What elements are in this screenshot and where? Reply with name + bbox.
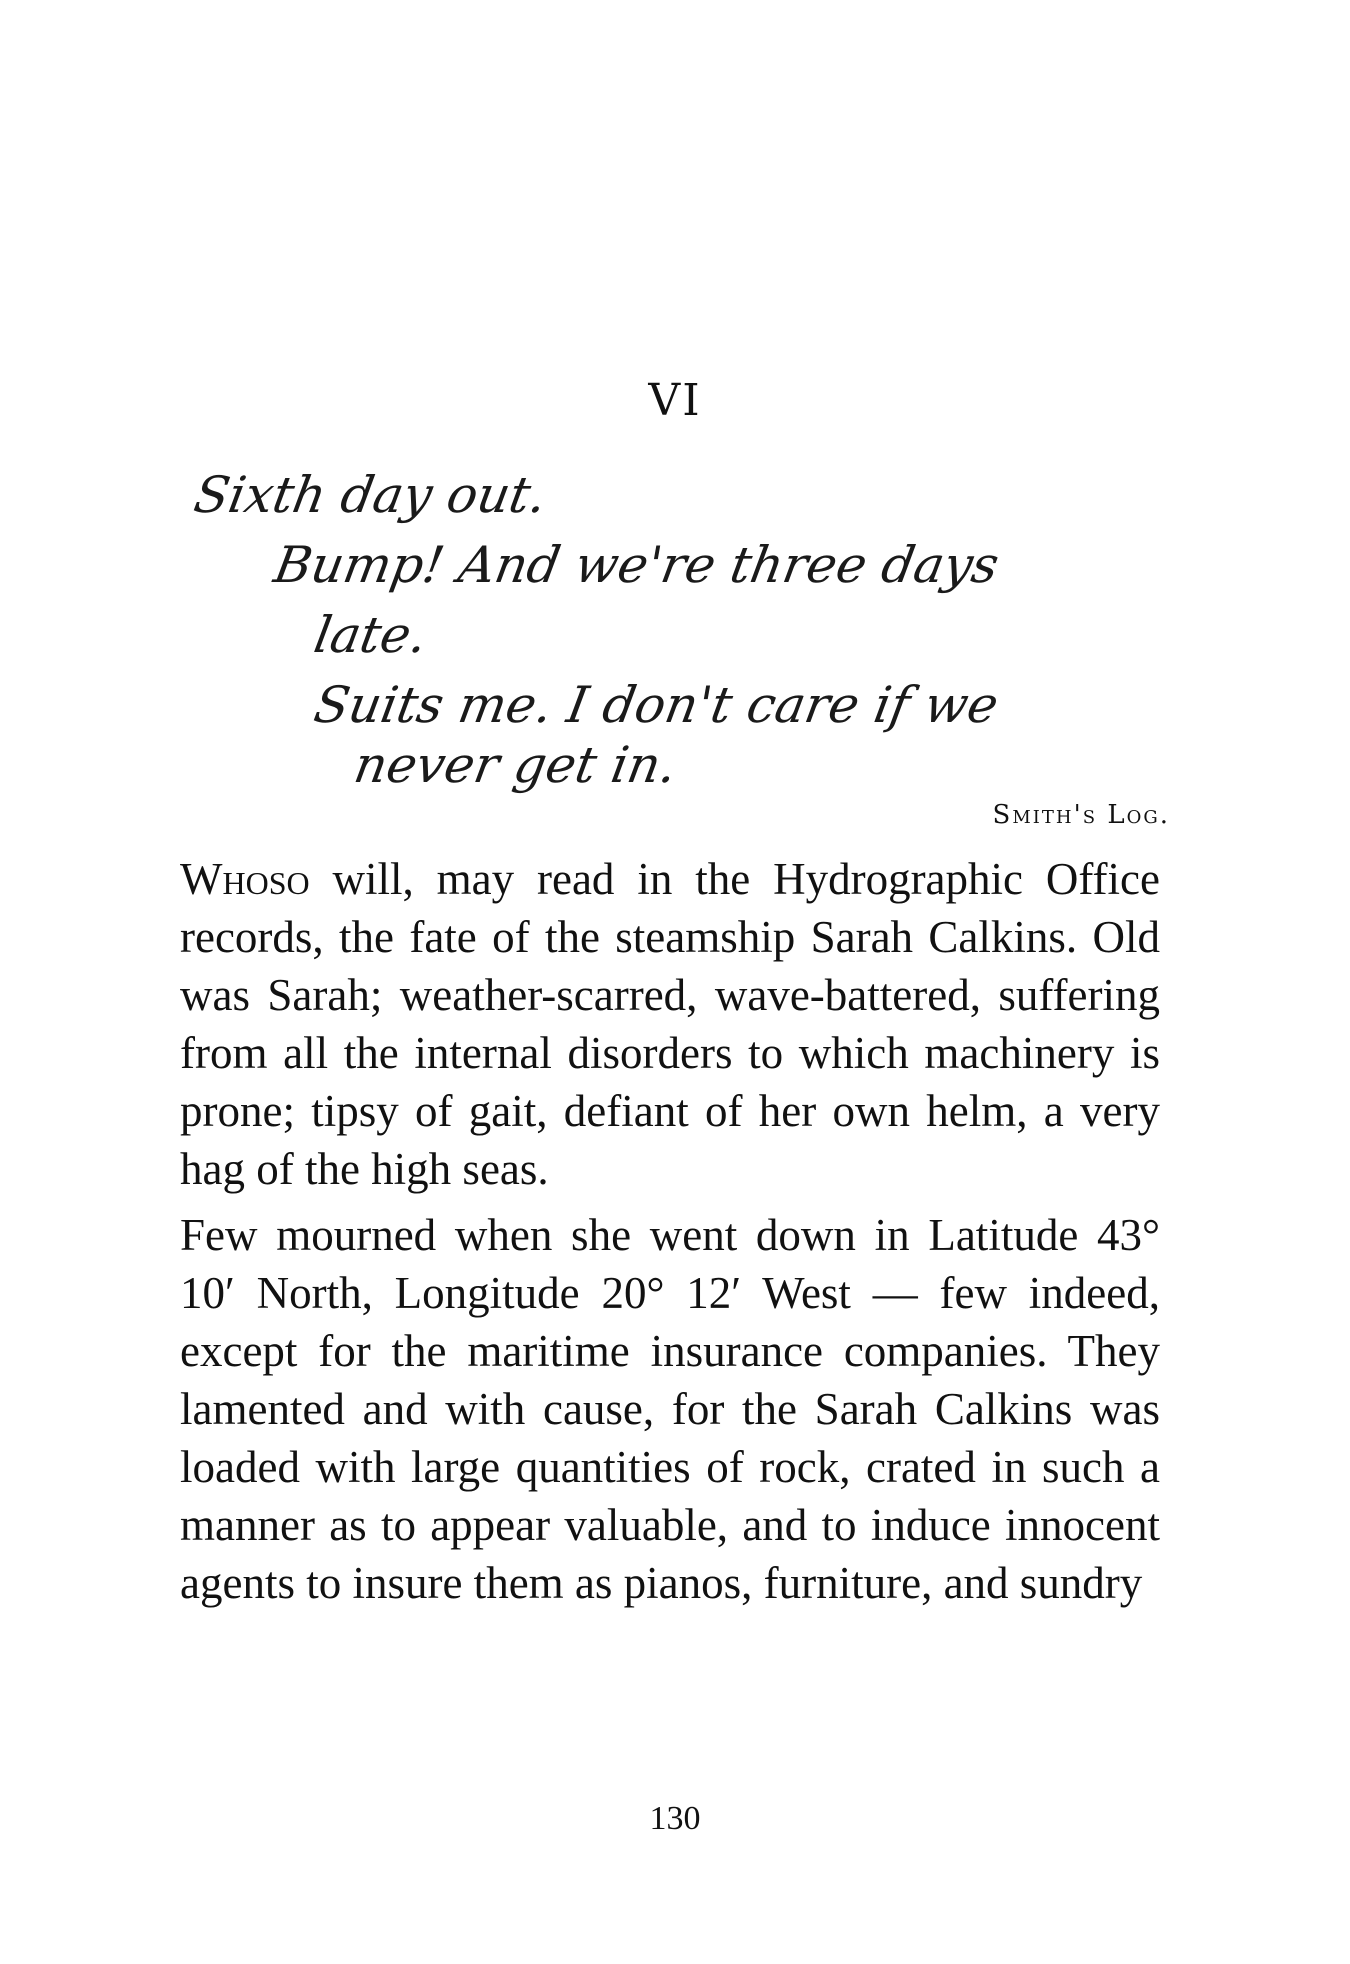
page-number: 130 [649, 1800, 701, 1837]
body-text [180, 850, 1160, 1612]
handwritten-line: never get in. [349, 736, 682, 794]
log-attribution: Smith's Log. [992, 800, 1170, 830]
handwritten-line: late. [309, 606, 432, 664]
paragraph-lead-word: Whoso [180, 854, 310, 904]
paragraph-text: will, may read in the Hydrographic Office records, the fate of the steamship Sarah Calkins. Old was Sarah; weather-scarred, wave-battered, suffering from all the internal disorders to which machinery is prone; tipsy of gait, defiant of her own helm, a very hag of the high seas. [180, 854, 1160, 1194]
chapter-heading: VI [648, 375, 702, 426]
handwritten-line: Suits me. I don't care if we [309, 676, 1003, 734]
handwritten-line: Bump! And we're three days [269, 536, 1004, 594]
handwritten-note [189, 466, 1095, 800]
handwritten-line: Sixth day out. [189, 466, 552, 524]
paragraph [180, 1206, 1160, 1612]
paragraph [180, 850, 1160, 1198]
paragraph-text: Few mourned when she went down in Latitude 43° 10′ North, Longitude 20° 12′ West — few indeed, except for the maritime insurance companies. They lamented and with cause, for the Sarah Calkins was loaded with large quantities of rock, crated in such a manner as to appear valuable, and to induce innocent agents to insure them as pianos, furniture, and sundry [180, 1210, 1160, 1608]
